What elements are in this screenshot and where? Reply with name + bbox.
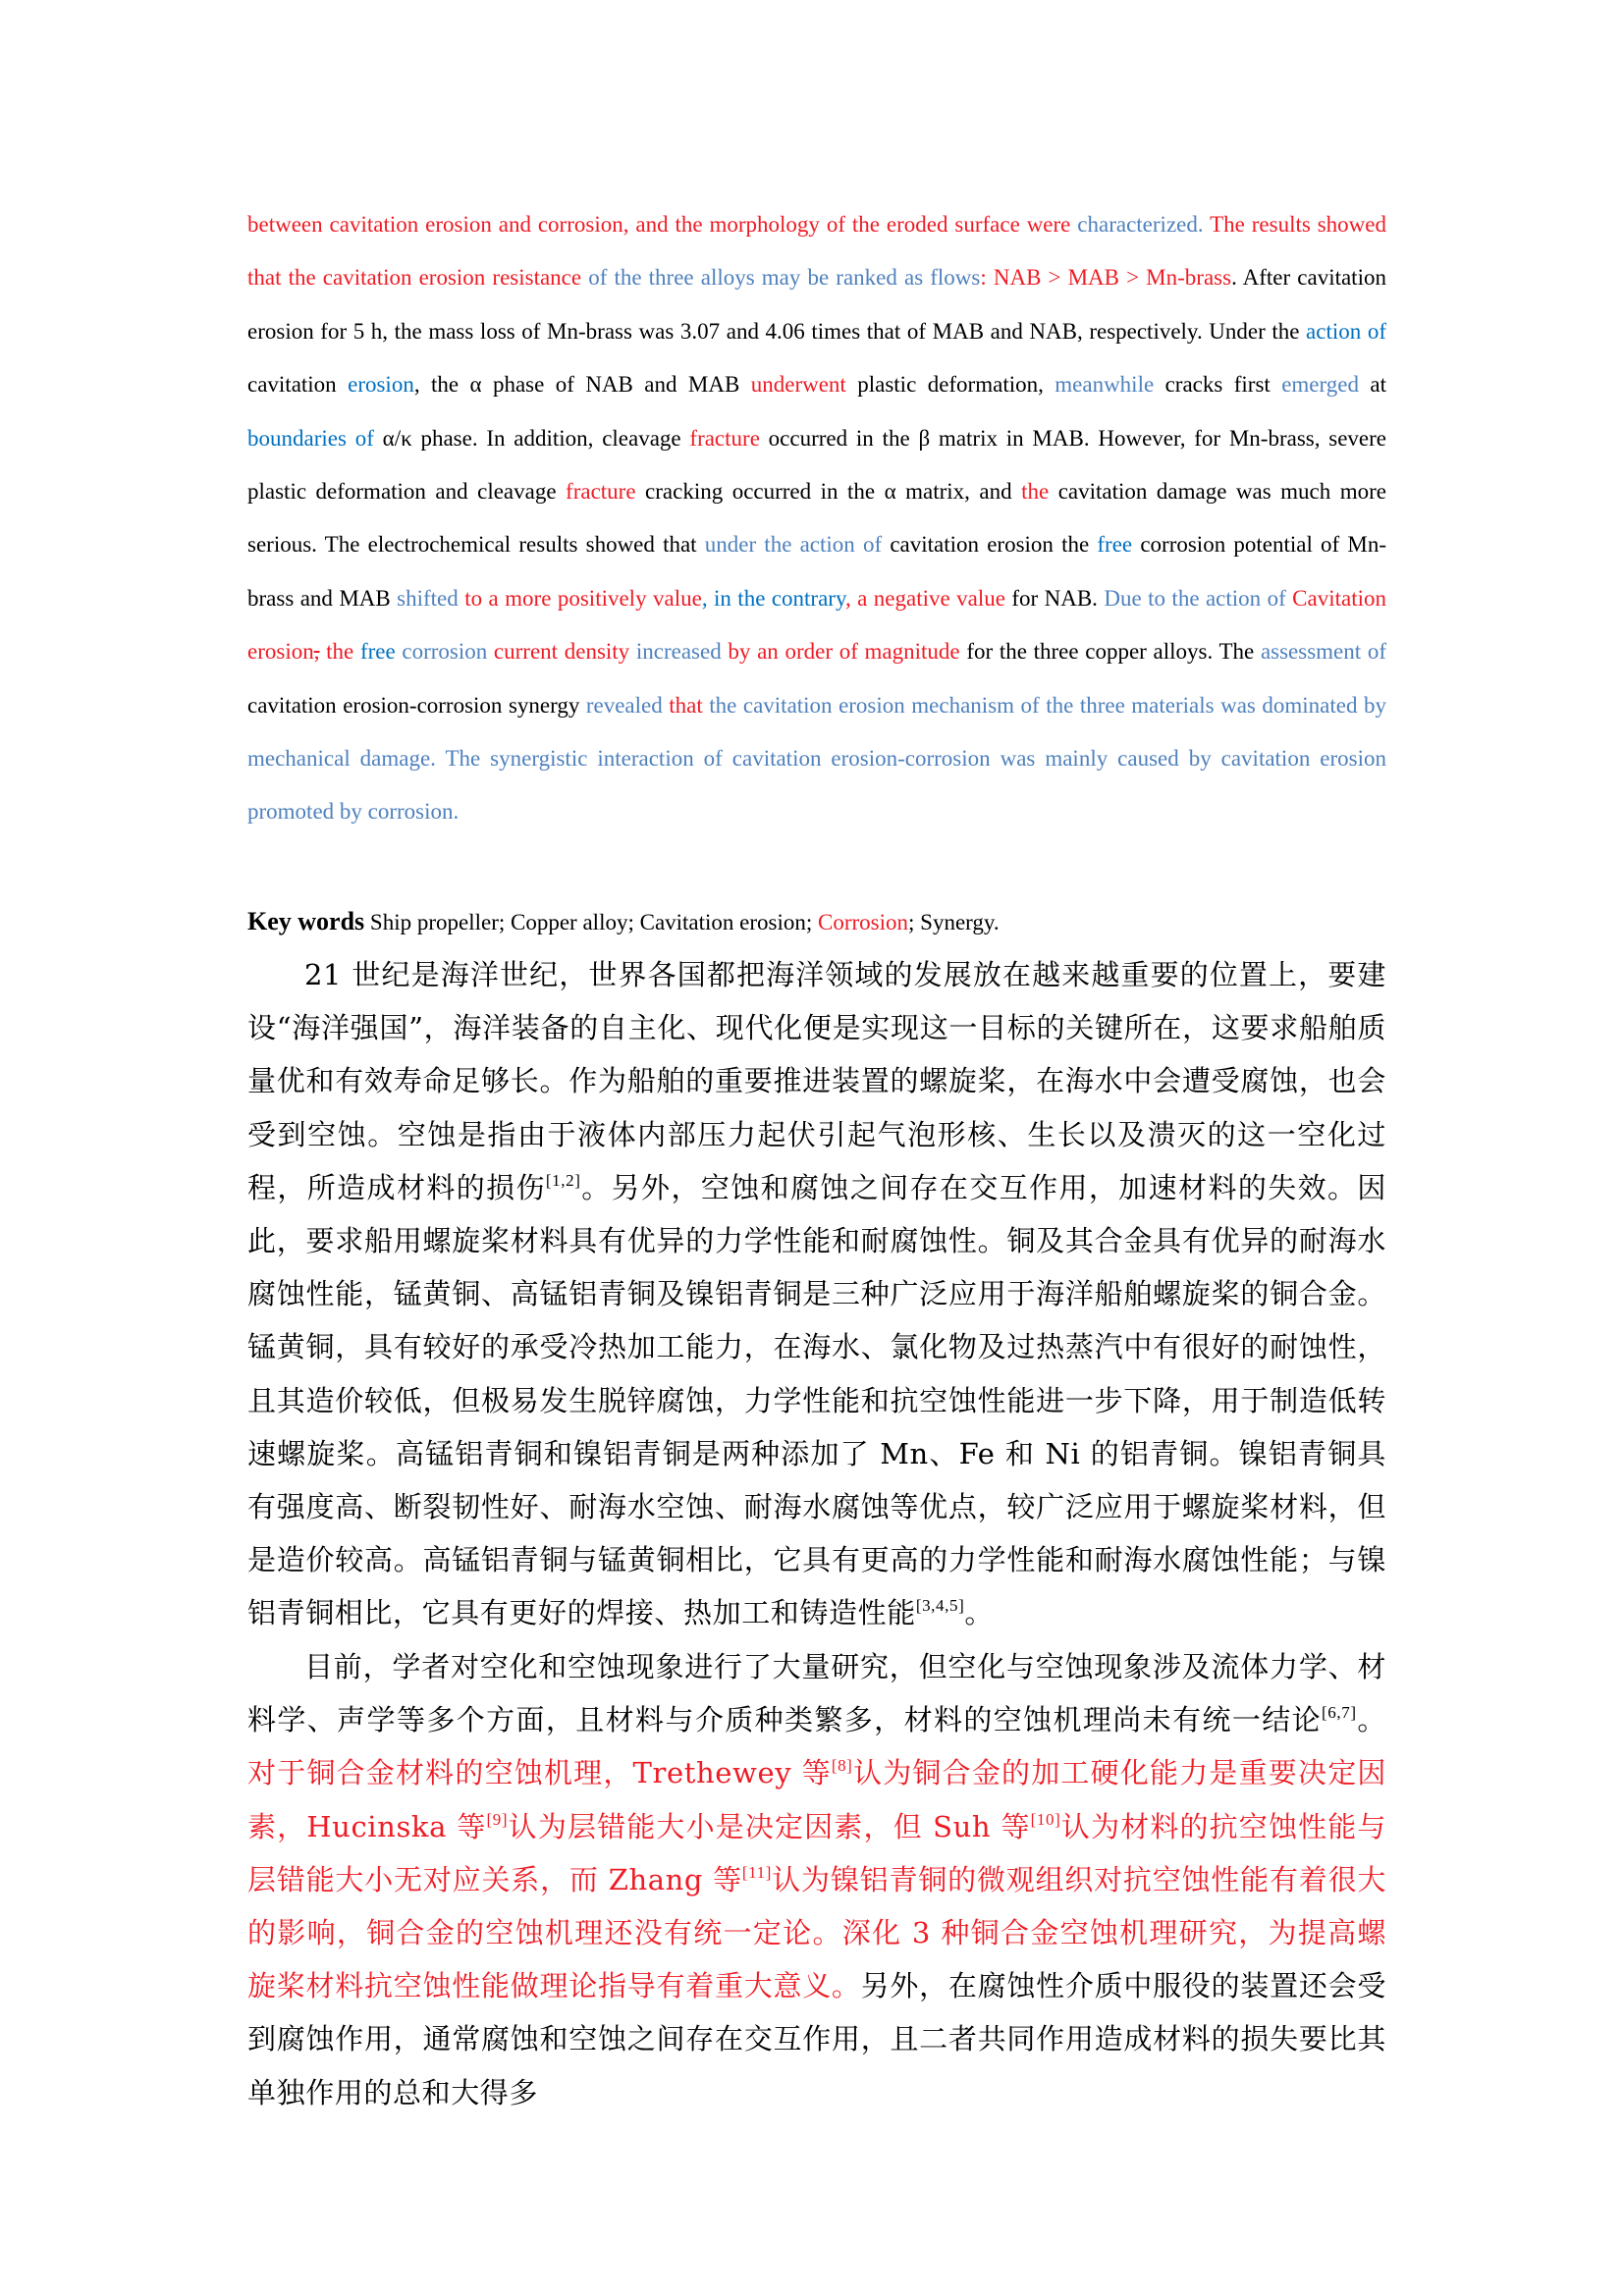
abstract-text: of the three alloys may be ranked as flows	[581, 265, 981, 291]
paragraph-text: 目前，学者对空化和空蚀现象进行了大量研究，但空化与空蚀现象涉及流体力学、材料学、声学等多个方面，且材料与介质种类繁多，材料的空蚀机理尚未有统一结论	[247, 1650, 1386, 1737]
abstract-text: under the action of	[704, 532, 883, 558]
paragraph-text: 。另外，空蚀和腐蚀之间存在交互作用，加速材料的失效。因此，要求船用螺旋桨材料具有优异的力学性能和耐腐蚀性。铜及其合金具有优异的耐海水腐蚀性能，锰黄铜、高锰铝青铜及镍铝青铜是三种广泛应用于海洋船舶螺旋桨的铜合金。锰黄铜，具有较好的承受冷热加工能力，在海水、氯化物及过热蒸汽中有很好的耐蚀性，且其造价较低，但极易发生脱锌腐蚀，力学性能和抗空蚀性能进一步下降，用于制造低转速螺旋桨。高锰铝青铜和镍铝青铜是两种添加了 Mn、Fe 和 Ni 的铝青铜。镍铝青铜具有强度高、断裂韧性好、耐海水空蚀、耐海水腐蚀等优点，较广泛应用于螺旋桨材料，但是造价较高。高锰铝青铜与锰黄铜相比，它具有更高的力学性能和耐海水腐蚀性能；与镍铝青铜相比，它具有更好的焊接、热加工和铸造性能	[247, 1170, 1386, 1630]
abstract-text: for the three copper alloys. The	[959, 639, 1261, 665]
keywords-text: Corrosion	[818, 910, 909, 934]
abstract-text: Cavitation erosion	[247, 585, 1386, 665]
abstract-text: corrosion potential of Mn-brass and MAB	[247, 532, 1386, 611]
abstract-text: cavitation	[247, 372, 349, 398]
abstract-text: α/κ phase. In addition, cleavage	[373, 425, 690, 451]
paragraph-text: 认为材料的抗空蚀性能与层错能大小无对应关系，而 Zhang 等	[247, 1809, 1386, 1896]
abstract-text: , a negative value	[844, 585, 1005, 611]
abstract-text: fracture	[689, 425, 760, 451]
abstract-text: the	[319, 639, 360, 665]
abstract-text: fracture	[566, 479, 636, 505]
abstract-text: , in the contrary	[701, 585, 845, 611]
abstract-text: . After cavitation erosion for 5 h, the mass loss of Mn-brass was 3.07 and 4.06 times that of MAB and NAB, respectively. Under the	[247, 265, 1386, 344]
abstract-text: meanwhile	[1055, 372, 1155, 398]
abstract-text: Due to the action of	[1104, 585, 1286, 611]
citation: [11]	[741, 1862, 773, 1882]
abstract-text: cavitation damage was much more serious. The electrochemical results showed that	[247, 479, 1387, 558]
citation: [3,4,5]	[915, 1596, 965, 1616]
paragraph-text: 另外，在腐蚀性介质中服役的装置还会受到腐蚀作用，通常腐蚀和空蚀之间存在交互作用，且二者共同作用造成材料的损失要比其单独作用的总和大得多	[247, 1969, 1386, 2109]
citation: [6,7]	[1322, 1703, 1357, 1723]
abstract-text: , the α phase of NAB and MAB	[413, 372, 751, 398]
paragraph-text: 认为铜合金的加工硬化能力是重要决定因素，Hucinska 等	[247, 1756, 1386, 1843]
abstract-text: revealed	[585, 692, 663, 718]
paragraph-text: 认为镍铝青铜的微观组织对抗空蚀性能有着很大的影响，铜合金的空蚀机理还没有统一定论。深化 3 种铜合金空蚀机理研究，为提高螺旋桨材料抗空蚀性能做理论指导有着重大意义。	[247, 1862, 1386, 2003]
abstract-text: emerged	[1281, 372, 1359, 398]
abstract-text: increased	[629, 639, 722, 665]
abstract-text: shifted	[397, 585, 459, 611]
citation: [9]	[486, 1809, 509, 1829]
abstract-text: to a more positively value	[458, 585, 702, 611]
abstract-text: assessment of	[1260, 639, 1386, 665]
abstract-text: cracks first	[1154, 372, 1282, 398]
abstract-text: cavitation erosion the	[882, 532, 1098, 558]
abstract-text: occurred in the β matrix in MAB. However, for Mn-brass, severe plastic deformation and cleavage	[247, 425, 1386, 505]
abstract-text: erosion	[348, 372, 414, 398]
abstract-text: action of	[1306, 318, 1386, 344]
intro-paragraph-2	[247, 1640, 1386, 2119]
english-abstract	[247, 198, 1386, 839]
keywords-text: ; Synergy.	[908, 910, 1000, 934]
keywords-text: Ship propeller; Copper alloy; Cavitation erosion;	[364, 910, 819, 934]
abstract-text: the cavitation erosion mechanism of the three materials was dominated by mechanical damage. The synergistic interaction of cavitation erosion-corrosion was mainly caused by cavitation erosion promoted by corrosion.	[247, 692, 1386, 825]
abstract-text: free	[1097, 532, 1133, 558]
paragraph-text: 对于铜合金材料的空蚀机理，Trethewey 等	[247, 1756, 832, 1790]
keywords-label: Key words	[247, 907, 365, 935]
abstract-text: that	[662, 692, 703, 718]
abstract-text: : NAB > MAB > Mn-brass	[980, 265, 1232, 291]
intro-paragraph-1	[247, 948, 1386, 1640]
abstract-text: boundaries of	[247, 425, 374, 451]
abstract-text: ,	[313, 639, 320, 665]
abstract-text: cracking occurred in the α matrix, and	[635, 479, 1022, 505]
paragraph-text: 。	[964, 1596, 994, 1630]
abstract-text: current density	[487, 639, 630, 665]
keywords-line	[247, 895, 1386, 949]
abstract-text: plastic deformation,	[845, 372, 1055, 398]
abstract-text: characterized.	[1070, 212, 1204, 237]
abstract-text: by an order of magnitude	[721, 639, 960, 665]
paragraph-text: 认为层错能大小是决定因素，但 Suh 等	[508, 1809, 1031, 1843]
abstract-text: at	[1358, 372, 1386, 398]
abstract-text: between cavitation erosion and corrosion, and the morphology of the eroded surface were	[247, 212, 1071, 237]
citation: [10]	[1030, 1809, 1061, 1829]
paragraph-text: 。	[1356, 1703, 1386, 1737]
abstract-text: corrosion	[395, 639, 488, 665]
paragraph-text: 21 世纪是海洋世纪，世界各国都把海洋领域的发展放在越来越重要的位置上，要建设“海洋强国”，海洋装备的自主化、现代化便是实现这一目标的关键所在，这要求船舶质量优和有效寿命足够长。作为船舶的重要推进装置的螺旋桨，在海水中会遭受腐蚀，也会受到空蚀。空蚀是指由于液体内部压力起伏引起气泡形核、生长以及溃灭的这一空化过程，所造成材料的损伤	[247, 958, 1386, 1204]
abstract-text: the	[1021, 479, 1050, 505]
abstract-text: underwent	[750, 372, 846, 398]
citation: [8]	[831, 1756, 853, 1776]
abstract-text: free	[359, 639, 396, 665]
citation: [1,2]	[545, 1170, 581, 1190]
abstract-text: for NAB.	[1004, 585, 1105, 611]
abstract-text: The results showed that the cavitation erosion resistance	[247, 212, 1386, 291]
abstract-text: cavitation erosion-corrosion synergy	[247, 692, 586, 718]
